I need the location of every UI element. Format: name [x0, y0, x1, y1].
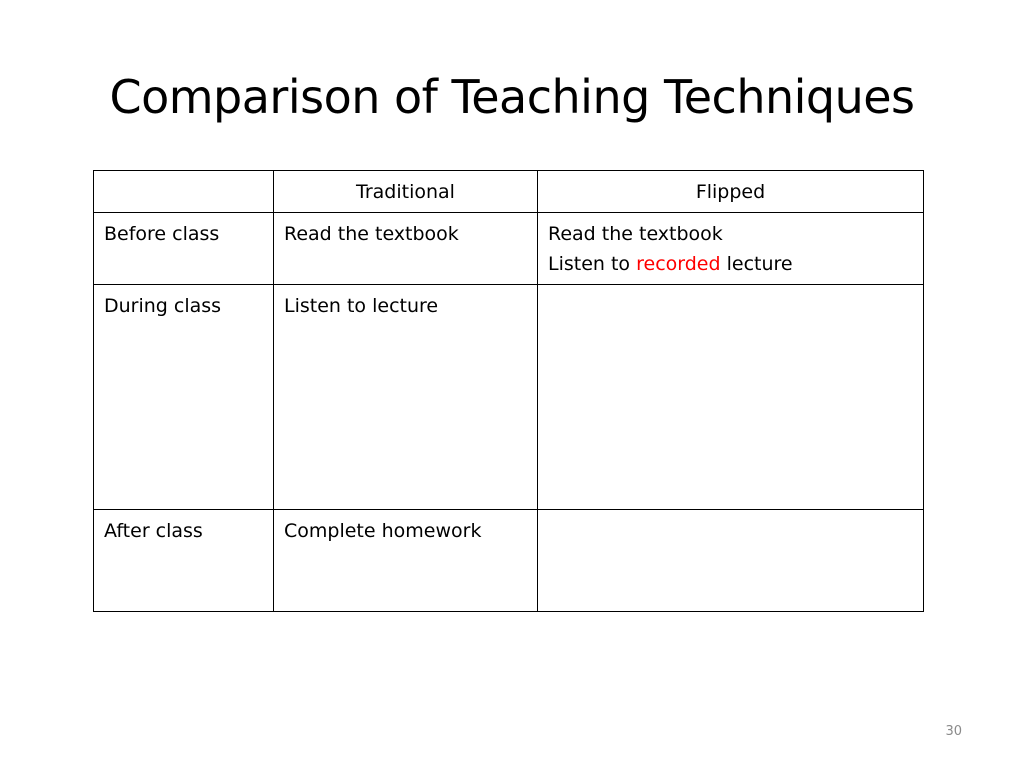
comparison-table — [93, 170, 924, 612]
cell-flipped-after-class — [538, 510, 924, 612]
flipped-before-line-2-pre: Listen to — [548, 253, 637, 275]
row-label-during-class: During class — [94, 285, 274, 510]
row-label-before-class: Before class — [94, 213, 274, 285]
recorded-highlight: recorded — [636, 253, 721, 275]
table-header-row — [94, 171, 924, 213]
row-label-after-class: After class — [94, 510, 274, 612]
header-cell-empty — [94, 171, 274, 213]
slide-title: Comparison of Teaching Techniques — [109, 70, 915, 124]
header-cell-traditional: Traditional — [274, 171, 538, 213]
table-row-during-class — [94, 285, 924, 510]
flipped-before-line-2-post: lecture — [720, 253, 793, 275]
cell-traditional-during-class: Listen to lecture — [274, 285, 538, 510]
flipped-before-line-1: Read the textbook — [548, 223, 723, 245]
cell-flipped-during-class — [538, 285, 924, 510]
page-number: 30 — [945, 724, 962, 739]
table-row-after-class — [94, 510, 924, 612]
cell-traditional-after-class: Complete homework — [274, 510, 538, 612]
table-row-before-class — [94, 213, 924, 285]
header-cell-flipped: Flipped — [538, 171, 924, 213]
flipped-before-line-2 — [548, 249, 913, 279]
cell-flipped-before-class — [538, 213, 924, 285]
cell-traditional-before-class: Read the textbook — [274, 213, 538, 285]
